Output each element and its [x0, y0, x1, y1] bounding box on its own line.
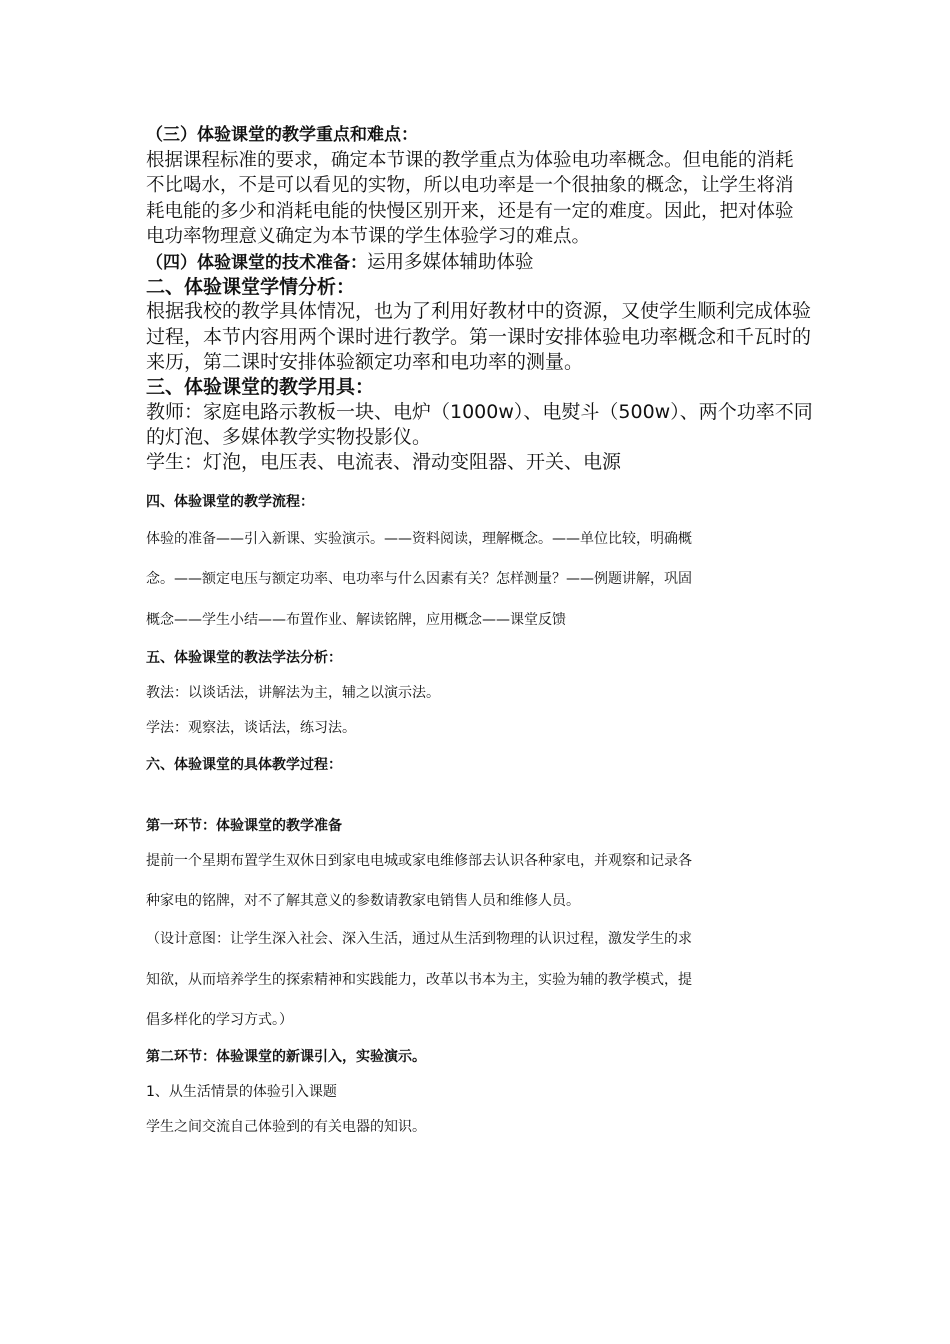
part3-line-3: 学生：灯泡，电压表、电流表、滑动变阻器、开关、电源 [146, 451, 622, 473]
section3-line-4: 电功率物理意义确定为本节课的学生体验学习的难点。 [146, 226, 591, 247]
step1-line-1: 提前一个星期布置学生双休日到家电电城或家电维修部去认识各种家电，并观察和记录各 [146, 853, 692, 869]
step2-text: 学生之间交流自己体验到的有关电器的知识。 [146, 1119, 426, 1135]
part4-line-3: 概念——学生小结——布置作业、解读铭牌，应用概念——课堂反馈 [146, 612, 566, 628]
section4-heading: （四）体验课堂的技术准备： [146, 253, 367, 273]
section4-text: 运用多媒体辅助体验 [367, 252, 534, 273]
step1-line-4: 知欲，从而培养学生的探索精神和实践能力，改革以书本为主，实验为辅的教学模式，提 [146, 972, 692, 988]
part3-heading: 三、体验课堂的教学用具： [146, 376, 375, 398]
step1-line-2: 种家电的铭牌，对不了解其意义的参数请教家电销售人员和维修人员。 [146, 893, 580, 909]
part3-line-1: 教师：家庭电路示教板一块、电炉（1000w）、电熨斗（500w）、两个功率不同 [146, 401, 813, 423]
section3-heading: （三）体验课堂的教学重点和难点： [146, 125, 418, 145]
part4-line-2: 念。——额定电压与额定功率、电功率与什么因素有关？怎样测量？——例题讲解，巩固 [146, 571, 692, 587]
section3-line-3: 耗电能的多少和消耗电能的快慢区别开来，还是有一定的难度。因此，把对体验 [146, 201, 794, 222]
step2-item-1: 1、从生活情景的体验引入课题 [146, 1084, 337, 1100]
section3-line-2: 不比喝水，不是可以看见的实物，所以电功率是一个很抽象的概念，让学生将消 [146, 175, 794, 196]
part5-learning-method: 学法：观察法，谈话法，练习法。 [146, 720, 356, 736]
section4-paragraph [146, 250, 534, 275]
part5-heading: 五、体验课堂的教法学法分析： [146, 650, 342, 666]
part3-line-2: 的灯泡、多媒体教学实物投影仪。 [146, 426, 432, 448]
step2-heading: 第二环节：体验课堂的新课引入，实验演示。 [146, 1049, 426, 1065]
step1-heading: 第一环节：体验课堂的教学准备 [146, 818, 342, 834]
step1-line-3: （设计意图：让学生深入社会、深入生活，通过从生活到物理的认识过程，激发学生的求 [146, 931, 692, 947]
part6-heading: 六、体验课堂的具体教学过程： [146, 757, 342, 773]
part5-teaching-method: 教法：以谈话法，讲解法为主，辅之以演示法。 [146, 685, 440, 701]
section3-line-1: 根据课程标准的要求，确定本节课的教学重点为体验电功率概念。但电能的消耗 [146, 150, 794, 171]
part4-line-1: 体验的准备——引入新课、实验演示。——资料阅读，理解概念。——单位比较，明确概 [146, 531, 692, 547]
part2-heading: 二、体验课堂学情分析： [146, 276, 356, 298]
part4-heading: 四、体验课堂的教学流程： [146, 494, 314, 510]
part2-line-2: 过程，本节内容用两个课时进行教学。第一课时安排体验电功率概念和千瓦时的 [146, 326, 812, 348]
part2-line-3: 来历，第二课时安排体验额定功率和电功率的测量。 [146, 351, 584, 373]
part2-line-1: 根据我校的教学具体情况，也为了利用好教材中的资源，又使学生顺利完成体验 [146, 300, 812, 322]
step1-line-5: 倡多样化的学习方式。） [146, 1012, 293, 1028]
